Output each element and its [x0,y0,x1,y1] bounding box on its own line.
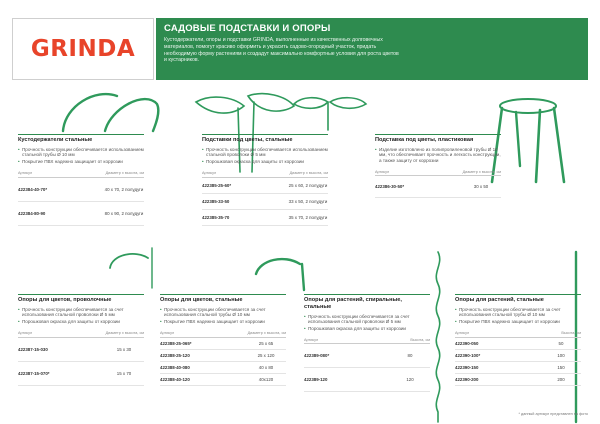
table-row [202,178,328,194]
table-row [160,338,286,350]
col-article: Артикул [202,171,217,176]
article-value: 422387-15-030 [18,346,48,352]
dims-value: 40x120 [258,376,274,382]
table-row [160,362,286,374]
product-card-bush-holders [18,134,144,226]
article-value: 422390-100* [455,352,481,358]
feature-item: • Порошковая окраска для защиты от коррозии [304,326,430,332]
feature-list [455,307,581,325]
feature-list [304,314,430,332]
col-dims: Диаметр x высота, см [289,171,328,176]
table-row [455,350,581,362]
product-card-steel-flower-supports [160,294,286,386]
feature-list [375,147,501,164]
table-row [18,362,144,386]
height-value: 150 [557,364,565,370]
height-value: 120 [406,377,414,383]
article-value: 422388-40-120 [160,376,190,382]
table-row [202,210,328,226]
card-title: Подставки под цветы, стальные [202,134,328,144]
feature-item: • Покрытие ПВХ надежно защищает от коррозии [455,319,581,325]
feature-list [160,307,286,325]
card-title: Опоры для цветов, проволочные [18,294,144,304]
product-card-spiral-plant-supports [304,294,430,392]
table-row [202,194,328,210]
table-row [304,368,430,392]
feature-item: • Прочность конструкции обеспечивается использованием стальной проволоки Ø 5 мм [202,147,328,158]
spiral-support-illustration [430,252,446,422]
feature-list [18,307,144,325]
feature-item: • Прочность конструкции обеспечивается за счет использования стальной трубы Ø 10 мм [160,307,286,318]
height-value: 80 [407,353,413,359]
product-card-wire-flower-supports [18,294,144,386]
steel-flower-support-illustration [252,254,312,290]
page-title: САДОВЫЕ ПОДСТАВКИ И ОПОРЫ [164,23,331,34]
col-height: Высота, см [410,337,430,342]
dims-value: 30 x 50 [473,184,489,190]
feature-item: • Прочность конструкции обеспечивается использованием стальной трубы Ø 10 мм [18,147,144,158]
col-dims: Диаметр x высота, см [462,169,501,174]
feature-item: • Покрытие ПВХ надежно защищает от коррозии [18,159,144,165]
card-title: Опоры для растений, стальные [455,294,581,304]
bush-holder-illustration [55,86,165,131]
dims-value: 33 x 50, 2 полудуги [288,198,328,204]
dims-value: 40 x 80 [258,364,274,370]
col-dims: Диаметр x высота, см [105,331,144,336]
card-title: Опоры для цветов, стальные [160,294,286,304]
feature-item: • Порошковая окраска для защиты от коррозии [202,159,328,165]
article-value: 422388-25-065* [160,340,192,346]
footnote: * данный артикул представлен на фото [518,412,588,416]
feature-item: • Прочность конструкции обеспечивается за счет использования стальной трубы Ø 10 мм [455,307,581,318]
flower-stand-plastic-illustration [290,94,370,130]
col-article: Артикул [304,337,319,342]
card-title: Подставка под цветы, пластиковая [375,134,501,144]
col-article: Артикул [18,171,33,176]
feature-item: • Прочность конструкции обеспечивается за счет использования стальной проволоки Ø 5 мм [18,307,144,318]
article-value: 422388-40-080 [160,364,190,370]
article-value: 422387-15-070* [18,370,50,376]
col-dims: Диаметр x высота, см [247,331,286,336]
dims-value: 80 x 90, 2 полудуги [104,210,144,216]
product-card-steel-plant-supports [455,294,581,386]
col-article: Артикул [375,169,390,174]
article-value: 422385-25-60* [202,182,232,188]
height-value: 100 [557,352,565,358]
product-card-plastic-flower-stand [375,134,501,198]
table-row [455,362,581,374]
dims-value: 25 x 65 [258,340,274,346]
wire-support-illustration [100,248,160,288]
dims-value: 15 x 30 [116,346,132,352]
col-height: Высота, см [561,331,581,336]
article-value: 422389-080* [304,353,330,359]
article-value: 422385-35-70 [202,214,230,220]
article-value: 422388-25-120 [160,352,190,358]
article-value: 422389-120 [304,377,328,383]
table-row [455,338,581,350]
dims-value: 15 x 70 [116,370,132,376]
dims-value: 35 x 70, 2 полудуги [288,214,328,220]
product-card-steel-flower-stands [202,134,328,226]
dims-value: 25 x 60, 2 полудуги [288,182,328,188]
feature-item: • Изделие изготовлено из полипропиленовой трубы Ø 10 мм, что обеспечивает прочность и легкость конструкции, а также защиту от коррозии [375,147,501,164]
feature-item: • Покрытие ПВХ надежно защищает от коррозии [160,319,286,325]
table-row [304,344,430,368]
article-value: 422390-050 [455,340,479,346]
col-article: Артикул [455,331,470,336]
table-row [18,202,144,226]
brand-logo-text: GRINDA [30,36,136,62]
card-title: Кустодержатели стальные [18,134,144,144]
article-value: 422386-30-50* [375,184,405,190]
article-value: 422390-200 [455,376,479,382]
brand-logo [12,18,154,80]
article-value: 422390-150 [455,364,479,370]
table-row [455,374,581,386]
feature-item: • Порошковая окраска для защиты от коррозии [18,319,144,325]
feature-item: • Прочность конструкции обеспечивается за счет использования стальной проволоки Ø 5 мм [304,314,430,325]
table-row [160,350,286,362]
dims-value: 40 x 70, 2 полудуги [104,186,144,192]
table-row [18,338,144,362]
article-value: 422384-40-70* [18,186,48,192]
height-value: 50 [558,340,564,346]
table-row [160,374,286,386]
col-dims: Диаметр x высота, см [105,171,144,176]
card-title: Опоры для растений, спиральные, стальные [304,294,430,311]
page-description: Кустодержатели, опоры и подставки GRINDA, выполненные из качественных долговечных материалов, помогут красиво оформить и украсить садово-огородный участок, придать необходимую форму растениям и создадут максимально комфортные условия для роста цветов и кустарников. [164,37,399,64]
height-value: 200 [557,376,565,382]
table-row [375,176,501,198]
article-value: 422385-33-50 [202,198,230,204]
dims-value: 25 x 120 [257,352,275,358]
col-article: Артикул [160,331,175,336]
header-banner [156,18,588,80]
feature-list [18,147,144,165]
table-row [18,178,144,202]
col-article: Артикул [18,331,33,336]
feature-list [202,147,328,165]
article-value: 422384-80-90 [18,210,46,216]
